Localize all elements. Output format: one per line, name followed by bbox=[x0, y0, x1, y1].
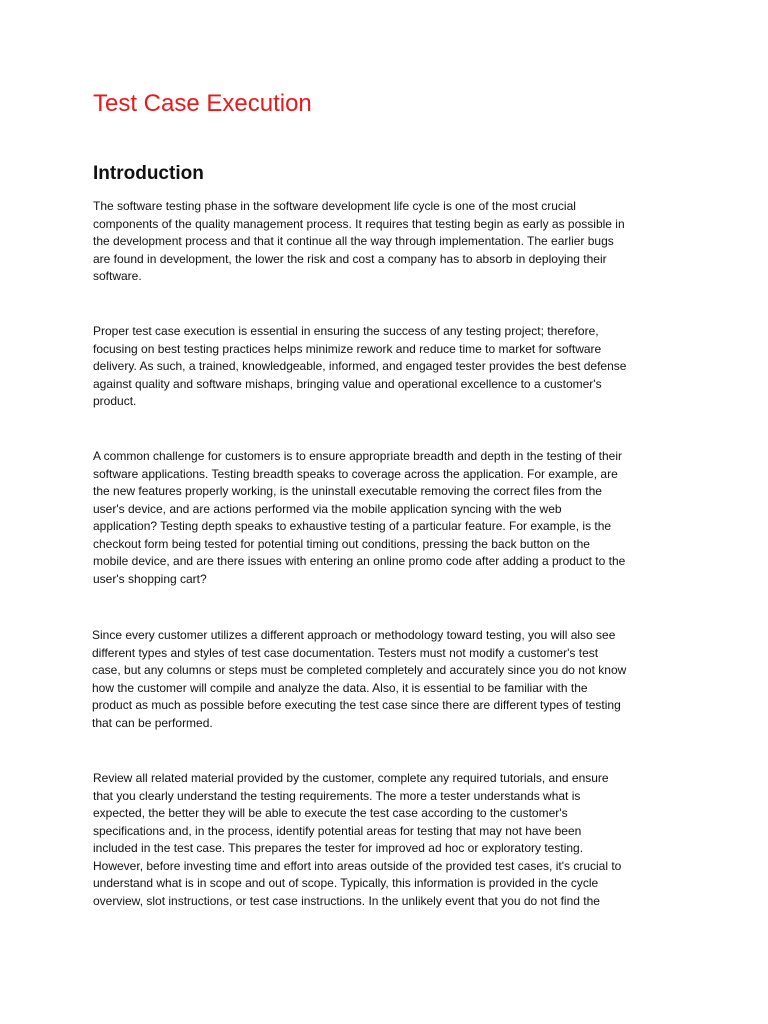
paragraph-line: software applications. Testing breadth speaks to coverage across the application. For example, are bbox=[93, 466, 618, 481]
paragraph-line: included in the test case. This prepares the tester for improved ad hoc or exploratory testing. bbox=[93, 841, 584, 855]
paragraph-line: are found in development, the lower the risk and cost a company has to absorb in deploying their bbox=[93, 251, 607, 266]
paragraph-line: specifications and, in the process, identify potential areas for testing that may not have been bbox=[93, 823, 582, 838]
paragraph-line: checkout form being tested for potential timing out conditions, pressing the back button on the bbox=[93, 536, 590, 551]
paragraph-line: understand what is in scope and out of scope. Typically, this information is provided in the cycle bbox=[93, 876, 599, 890]
paragraph-line: different types and styles of test case documentation. Testers must not modify a customer's test bbox=[92, 645, 599, 660]
paragraph-line: the new features properly working, is the uninstall executable removing the correct files from the bbox=[93, 484, 602, 498]
paragraph-line: application? Testing depth speaks to exhaustive testing of a particular feature. For example, is the bbox=[93, 519, 612, 533]
paragraph-4 bbox=[92, 627, 678, 732]
paragraph-line: case, but any columns or steps must be completed completely and accurately since you do not know bbox=[92, 663, 627, 677]
paragraph-line: product. bbox=[93, 394, 137, 408]
paragraph-line: product as much as possible before executing the test case since there are different types of testing bbox=[92, 698, 621, 712]
paragraph-line: user's device, and are actions performed via the mobile application syncing with the web bbox=[93, 501, 562, 516]
paragraph-line: A common challenge for customers is to ensure appropriate breadth and depth in the testing of their bbox=[93, 449, 622, 463]
paragraph-line: that can be performed. bbox=[92, 715, 213, 730]
paragraph-line: user's shopping cart? bbox=[93, 571, 207, 586]
paragraph-line: that you clearly understand the testing requirements. The more a tester understands what is bbox=[93, 788, 581, 803]
paragraph-2 bbox=[93, 323, 679, 411]
paragraph-line: However, before investing time and effort into areas outside of the provided test cases, it's crucial to bbox=[93, 858, 622, 873]
paragraph-5 bbox=[93, 770, 679, 910]
paragraph-line: the development process and that it continue all the way through implementation. The earlier bugs bbox=[93, 234, 614, 248]
paragraph-line: expected, the better they will be able to execute the test case according to the customer's bbox=[93, 806, 568, 820]
paragraph-1 bbox=[93, 198, 679, 286]
paragraph-line: against quality and software mishaps, bringing value and operational excellence to a customer's bbox=[93, 376, 602, 391]
paragraph-line: Since every customer utilizes a different approach or methodology toward testing, you will also see bbox=[92, 628, 616, 642]
section-heading-introduction: Introduction bbox=[93, 163, 204, 184]
paragraph-line: delivery. As such, a trained, knowledgeable, informed, and engaged tester provides the best defense bbox=[93, 359, 627, 373]
paragraph-line: components of the quality management process. It requires that testing begin as early as possible in bbox=[93, 216, 625, 231]
document-title: Test Case Execution bbox=[93, 90, 312, 117]
paragraph-line: The software testing phase in the software development life cycle is one of the most crucial bbox=[93, 199, 576, 213]
paragraph-line: overview, slot instructions, or test case instructions. In the unlikely event that you do not find the bbox=[93, 893, 600, 908]
paragraph-3 bbox=[93, 448, 679, 588]
paragraph-line: Proper test case execution is essential in ensuring the success of any testing project; therefore, bbox=[93, 324, 599, 338]
paragraph-line: Review all related material provided by the customer, complete any required tutorials, and ensure bbox=[93, 771, 609, 785]
paragraph-line: focusing on best testing practices helps minimize rework and reduce time to market for software bbox=[93, 341, 602, 356]
paragraph-line: how the customer will compile and analyze the data. Also, it is essential to be familiar with the bbox=[92, 680, 588, 695]
paragraph-line: software. bbox=[93, 269, 142, 283]
paragraph-line: mobile device, and are there issues with entering an online promo code after adding a product to the bbox=[93, 554, 626, 568]
